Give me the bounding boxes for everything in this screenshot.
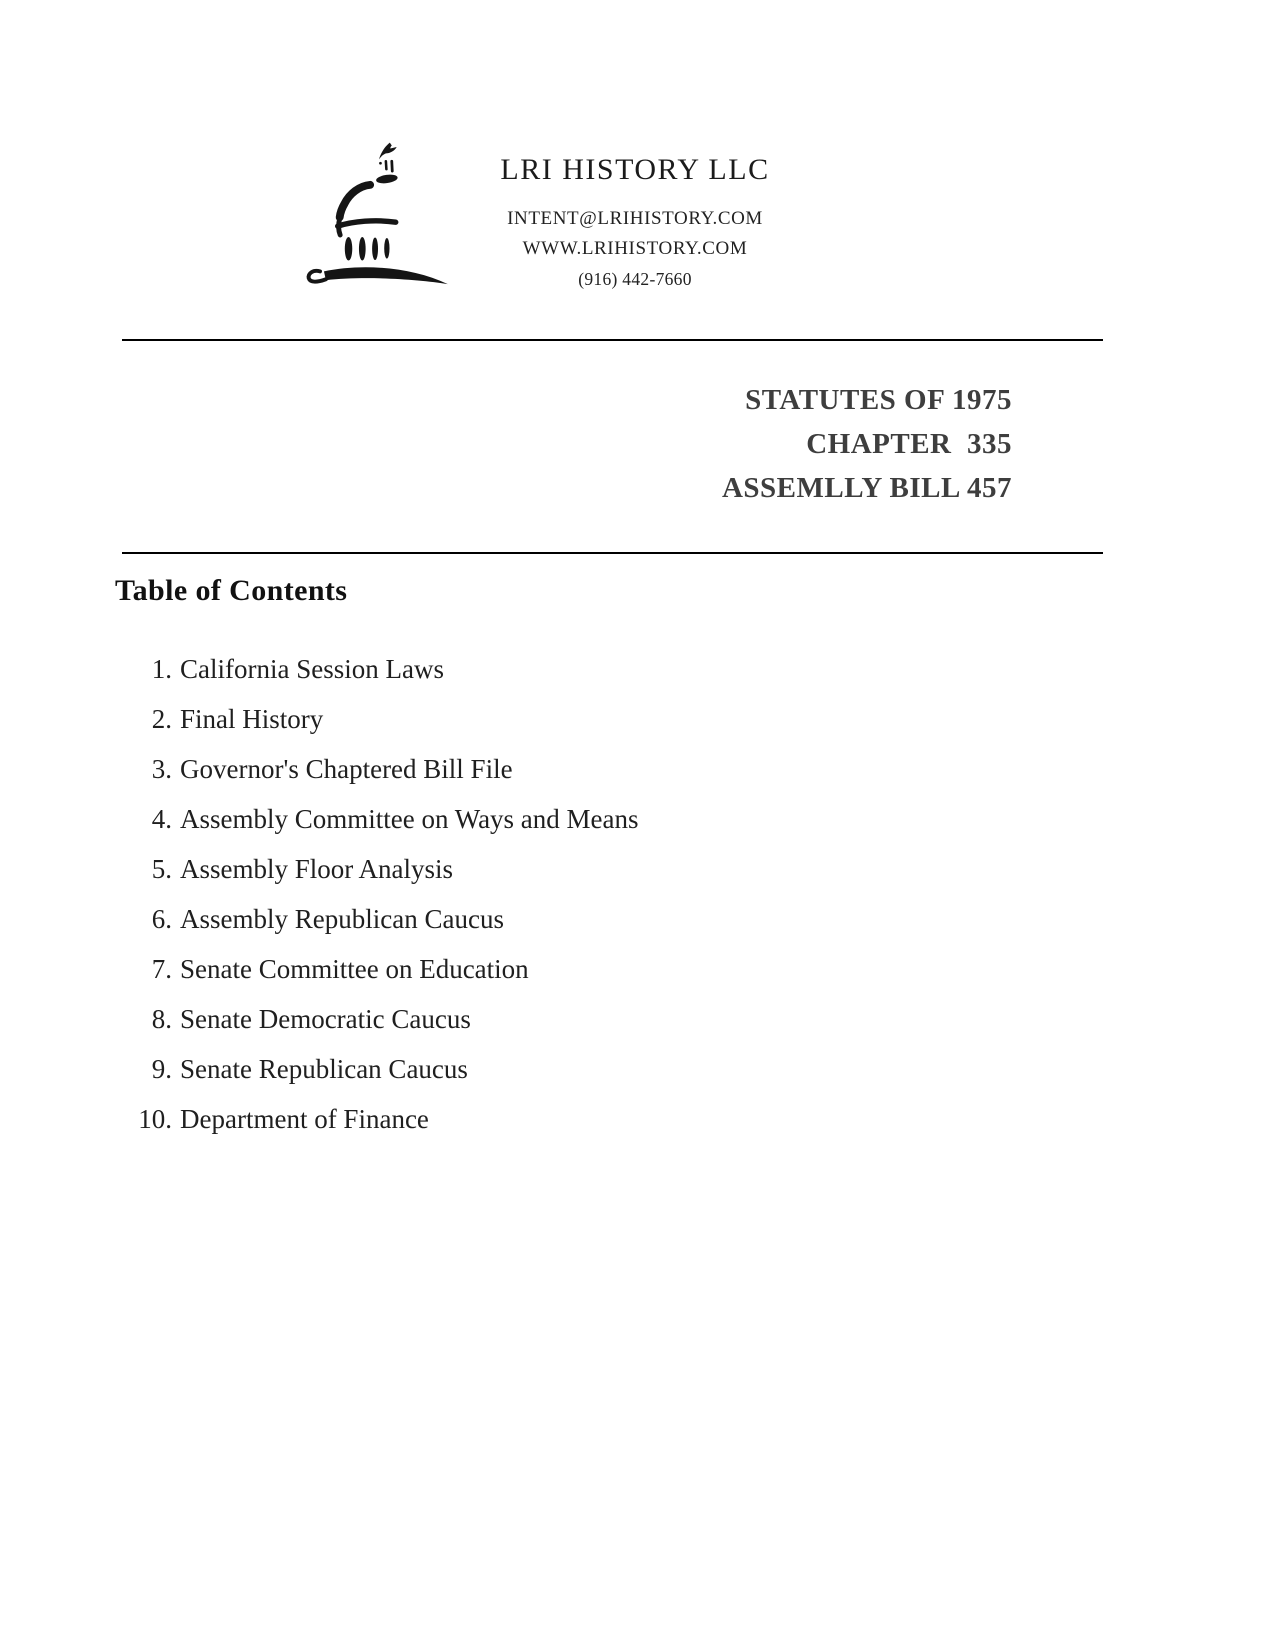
company-email: INTENT@LRIHISTORY.COM [507, 208, 763, 229]
toc-item-number: 2. [151, 704, 172, 734]
toc-item [115, 644, 1015, 694]
toc-item-label: California Session Laws [180, 654, 444, 684]
toc-item [115, 1094, 1015, 1144]
toc-item-number: 9. [151, 1054, 172, 1084]
toc-item-number: 7. [151, 954, 172, 984]
toc-item-number: 1. [151, 654, 172, 684]
toc-item [115, 994, 1015, 1044]
toc-heading: Table of Contents [115, 574, 348, 607]
toc-item-label: Assembly Floor Analysis [180, 854, 454, 884]
toc-item [115, 694, 1015, 744]
toc-item-label: Governor's Chaptered Bill File [180, 754, 513, 784]
company-website: WWW.LRIHISTORY.COM [522, 238, 748, 259]
statutes-line-3: ASSEMLLY BILL 457 [721, 472, 1012, 504]
capitol-dome-logo-icon [288, 120, 470, 292]
toc-item-label: Final History [180, 704, 324, 734]
toc-item [115, 944, 1015, 994]
toc-item [115, 794, 1015, 844]
toc-item [115, 844, 1015, 894]
toc-item-label: Assembly Republican Caucus [180, 904, 504, 934]
toc-item-number: 3. [151, 754, 172, 784]
company-phone: (916) 442-7660 [578, 269, 692, 289]
toc-item-label: Assembly Committee on Ways and Means [180, 804, 639, 834]
toc-item-label: Senate Democratic Caucus [180, 1004, 471, 1034]
toc-item-number: 10. [138, 1104, 172, 1134]
toc-list [115, 644, 1015, 1144]
toc-item-number: 6. [151, 904, 172, 934]
divider-bottom [122, 552, 1103, 554]
divider-top [122, 339, 1103, 341]
toc-item-number: 8. [151, 1004, 172, 1034]
toc-item [115, 1044, 1015, 1094]
statutes-title-block [122, 378, 1012, 510]
toc-item-label: Senate Republican Caucus [180, 1054, 468, 1084]
letterhead [455, 152, 815, 294]
toc-item-label: Senate Committee on Education [180, 954, 529, 984]
company-name: LRI HISTORY LLC [500, 153, 770, 186]
toc-item-number: 5. [151, 854, 172, 884]
toc-item [115, 744, 1015, 794]
statutes-line-2: CHAPTER 335 [806, 428, 1012, 460]
toc-item-label: Department of Finance [180, 1104, 429, 1134]
statutes-line-1: STATUTES OF 1975 [745, 384, 1012, 416]
toc-item-number: 4. [151, 804, 172, 834]
toc-item [115, 894, 1015, 944]
